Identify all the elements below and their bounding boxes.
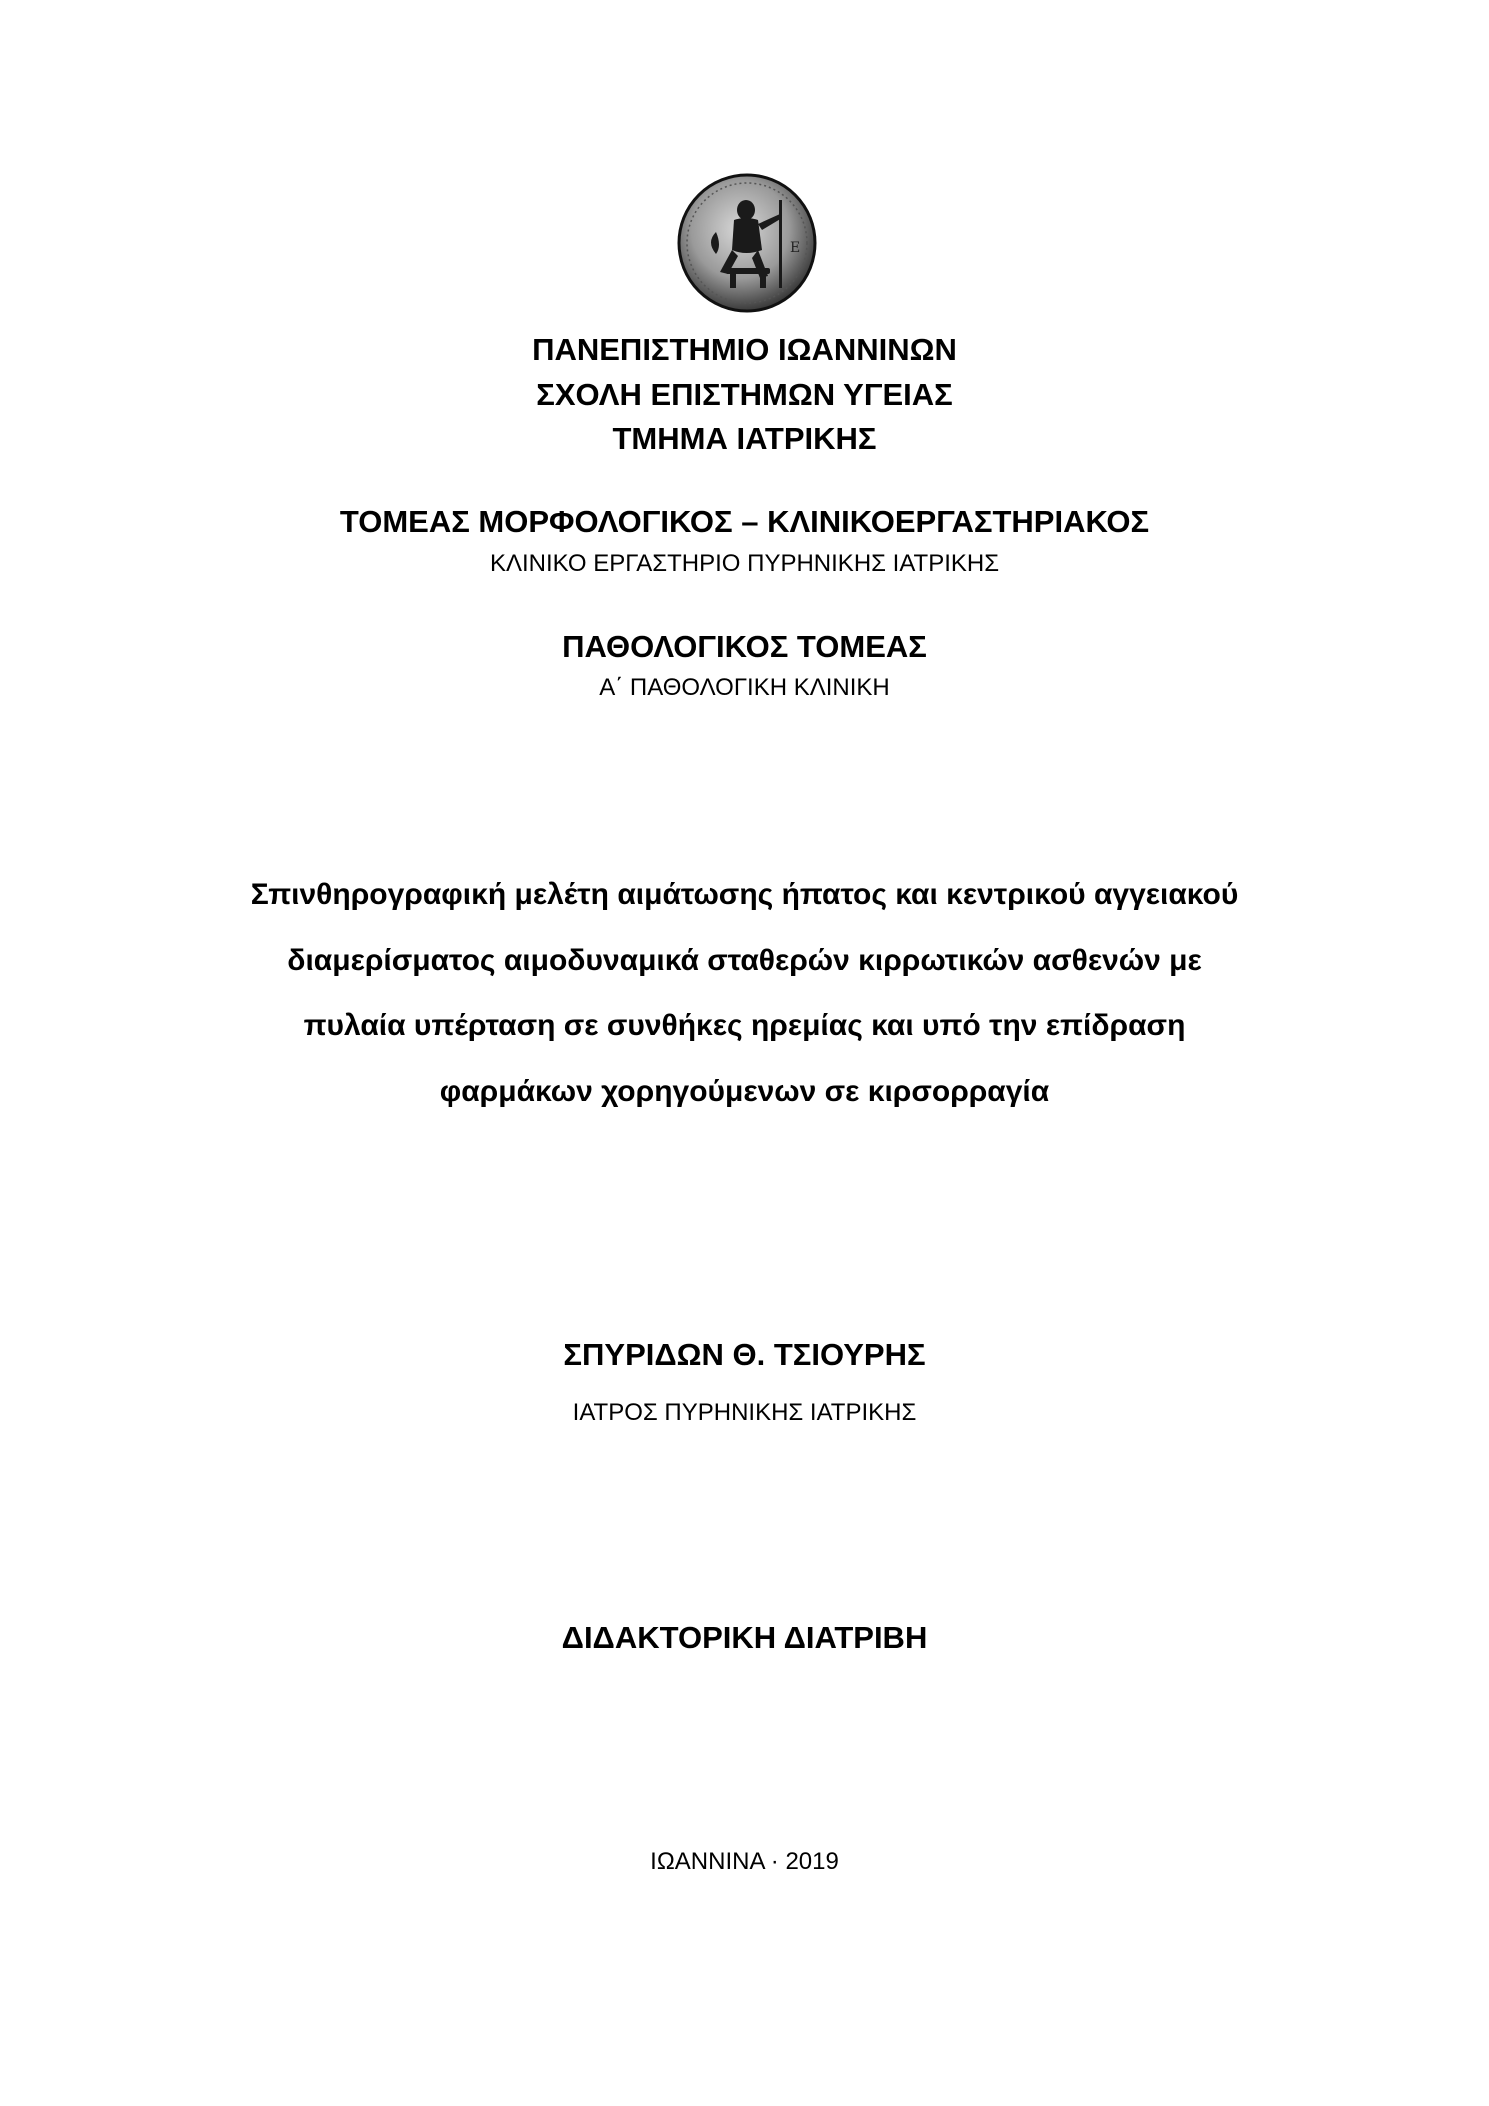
sector-one-name: ΤΟΜΕΑΣ ΜΟΡΦΟΛΟΓΙΚΟΣ – ΚΛΙΝΙΚΟΕΡΓΑΣΤΗΡΙΑΚΟΣ	[339, 504, 1150, 539]
place-year: ΙΩΑΝΝΙΝΑ · 2019	[650, 1848, 839, 1875]
school-name: ΣΧΟΛΗ ΕΠΙΣΤΗΜΩΝ ΥΓΕΙΑΣ	[536, 377, 953, 412]
ancient-coin-seal-icon	[676, 172, 818, 314]
document-type: ΔΙΔΑΚΤΟΡΙΚΗ ΔΙΑΤΡΙΒΗ	[561, 1620, 928, 1655]
sector-one-unit: ΚΛΙΝΙΚΟ ΕΡΓΑΣΤΗΡΙΟ ΠΥΡΗΝΙΚΗΣ ΙΑΤΡΙΚΗΣ	[489, 550, 1000, 577]
thesis-title-line-2: διαμερίσματος αιμοδυναμικά σταθερών κιρρωτικών ασθενών με	[287, 944, 1202, 977]
svg-text:Ε: Ε	[790, 240, 801, 256]
thesis-title-line-4: φαρμάκων χορηγούμενων σε κιρσορραγία	[439, 1075, 1050, 1108]
author-role: ΙΑΤΡΟΣ ΠΥΡΗΝΙΚΗΣ ΙΑΤΡΙΚΗΣ	[572, 1399, 917, 1426]
thesis-title-line-3: πυλαία υπέρταση σε συνθήκες ηρεμίας και υπό την επίδραση	[303, 1009, 1186, 1042]
thesis-title-line-1: Σπινθηρογραφική μελέτη αιμάτωσης ήπατος και κεντρικού αγγειακού	[250, 878, 1239, 911]
sector-two-name: ΠΑΘΟΛΟΓΙΚΟΣ ΤΟΜΕΑΣ	[562, 629, 927, 664]
department-name: ΤΜΗΜΑ ΙΑΤΡΙΚΗΣ	[612, 421, 877, 456]
university-name: ΠΑΝΕΠΙΣΤΗΜΙΟ ΙΩΑΝΝΙΝΩΝ	[532, 332, 957, 367]
author-name: ΣΠΥΡΙΔΩΝ Θ. ΤΣΙΟΥΡΗΣ	[563, 1337, 926, 1372]
sector-two-unit: Α΄ ΠΑΘΟΛΟΓΙΚΗ ΚΛΙΝΙΚΗ	[599, 674, 890, 701]
